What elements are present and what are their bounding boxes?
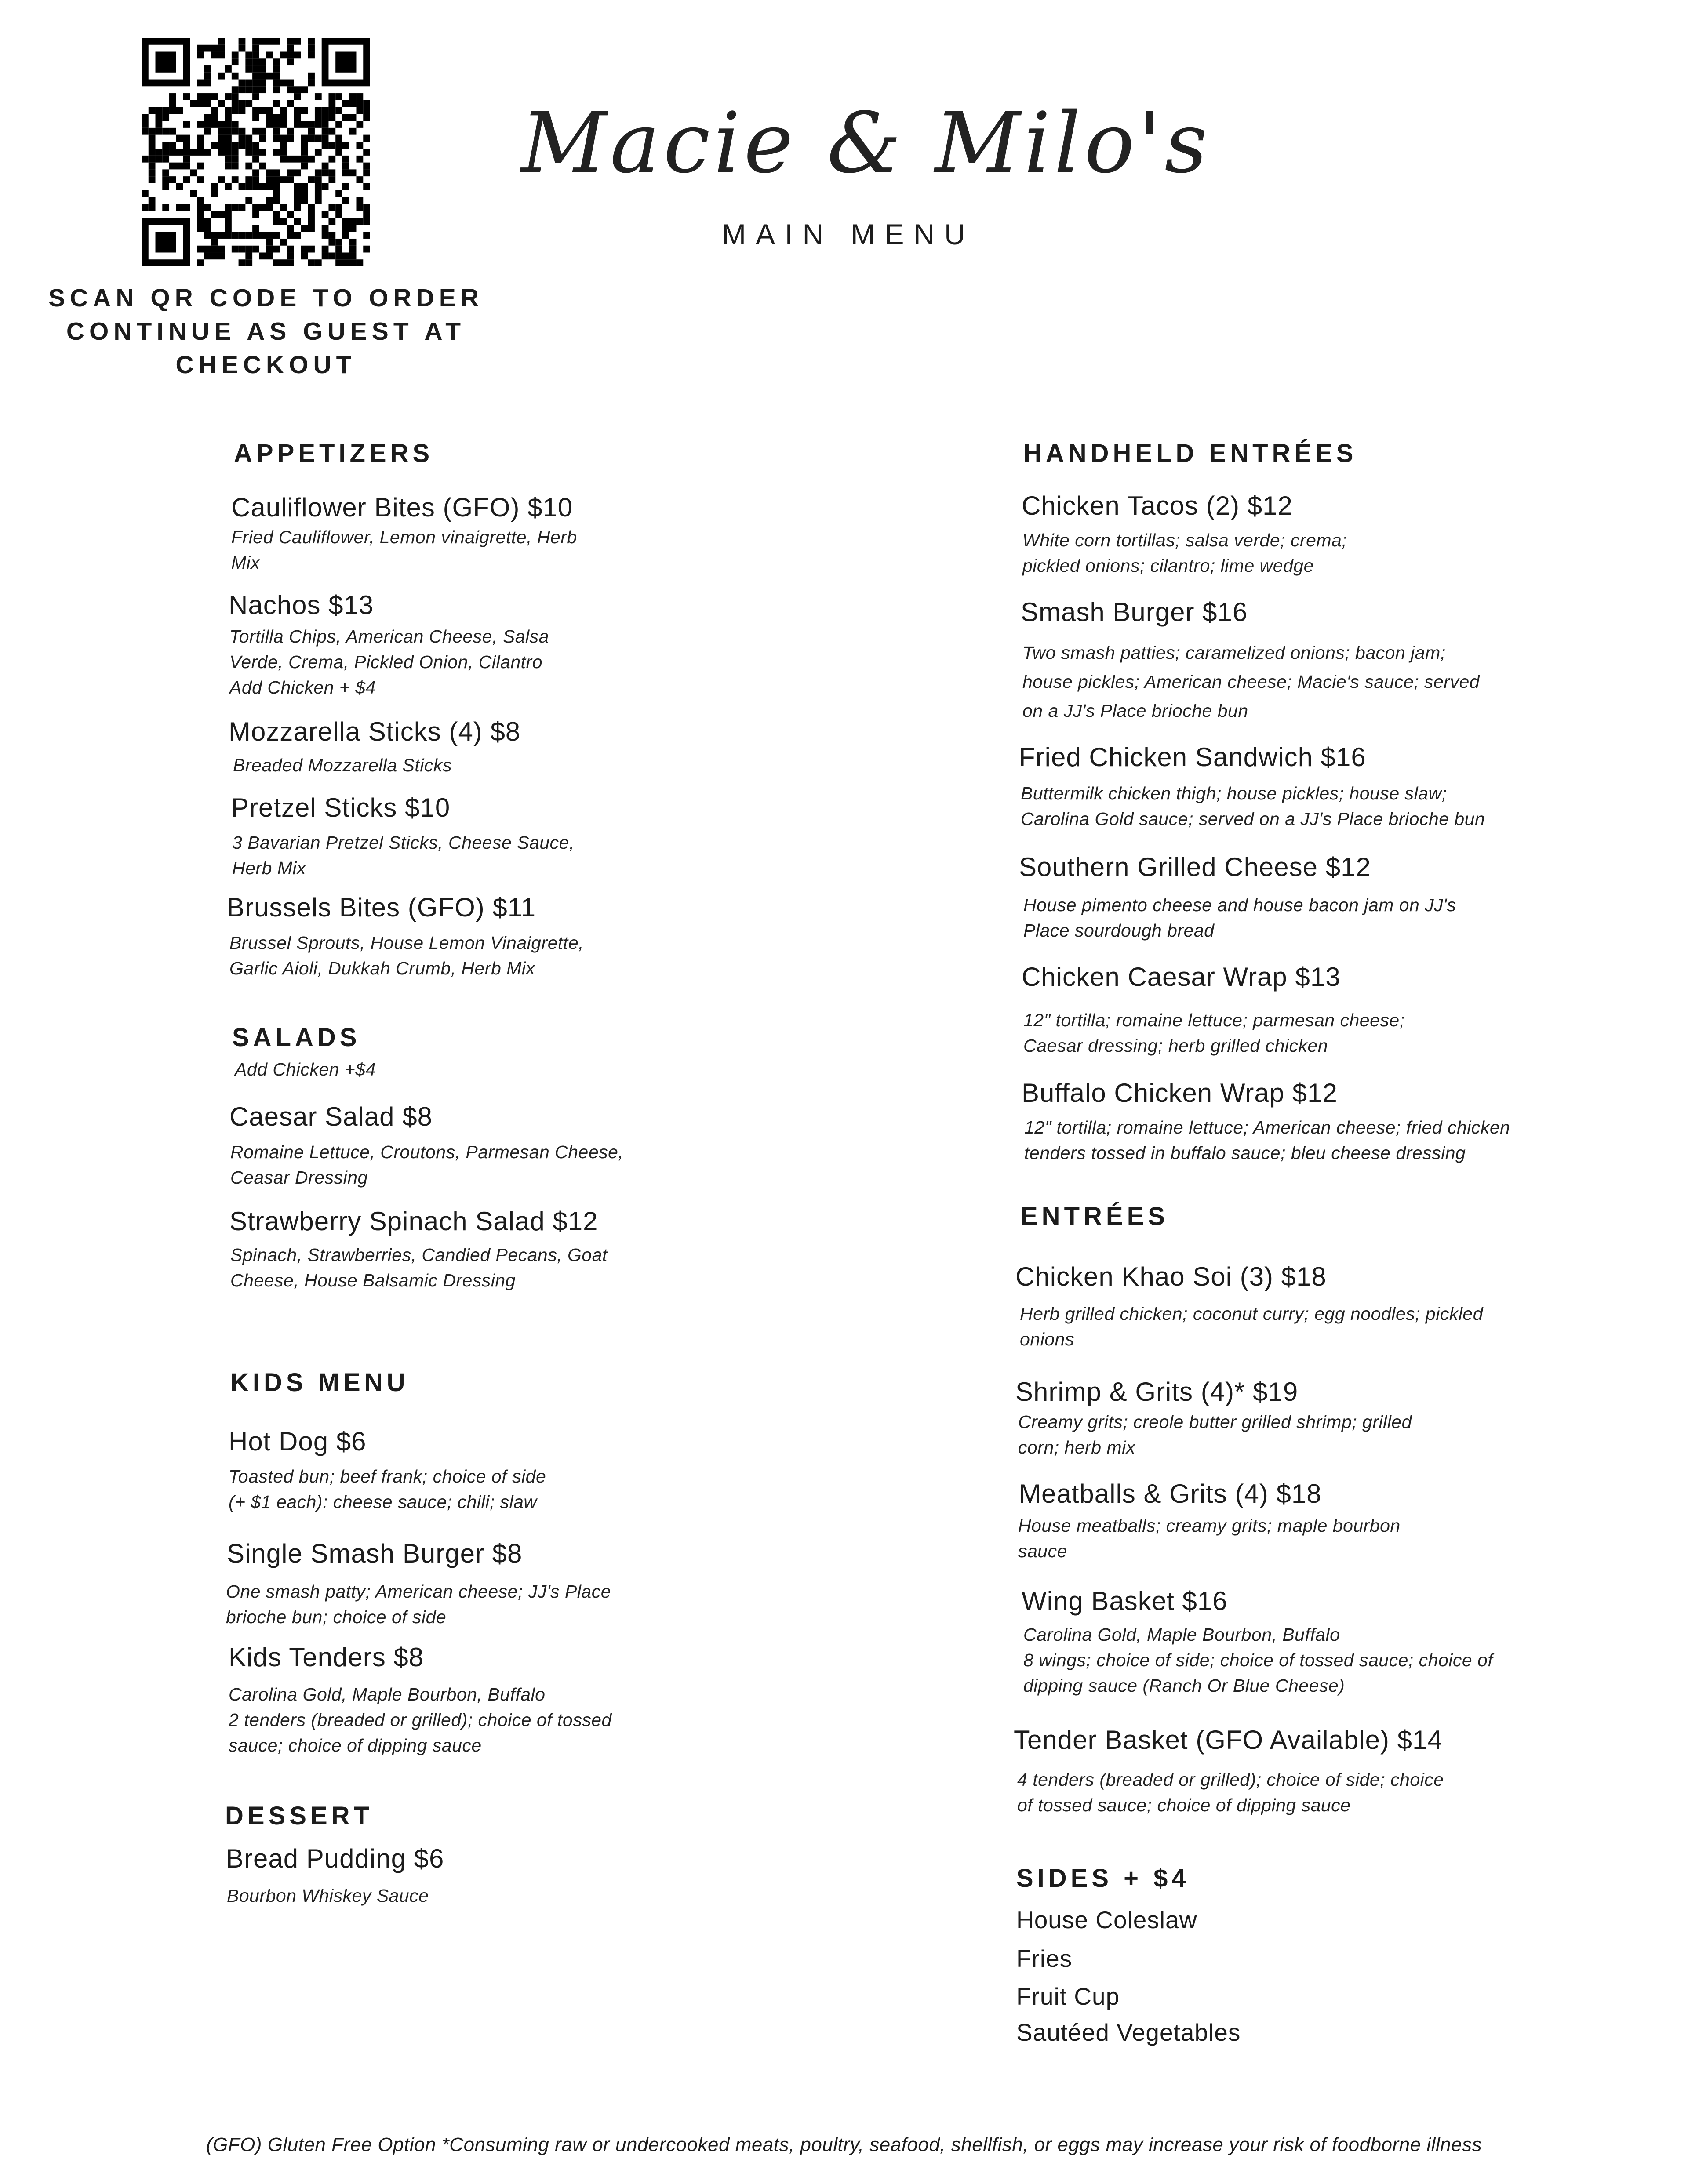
menu-item-name: Wing Basket $16 bbox=[1022, 1586, 1228, 1616]
side-item: Fruit Cup bbox=[1016, 1983, 1120, 2010]
section-title-handheld-entrees: HANDHELD ENTRÉES bbox=[1023, 439, 1357, 468]
menu-item-name: Buffalo Chicken Wrap $12 bbox=[1022, 1078, 1338, 1108]
menu-item-description: One smash patty; American cheese; JJ's Place brioche bun; choice of side bbox=[226, 1581, 611, 1627]
menu-item-name: Chicken Khao Soi (3) $18 bbox=[1015, 1262, 1327, 1291]
qr-caption-line: CHECKOUT bbox=[175, 351, 357, 379]
menu-item-name: Brussels Bites (GFO) $11 bbox=[227, 893, 536, 922]
menu-item-description: 12" tortilla; romaine lettuce; American cheese; fried chicken tenders tossed in buffalo sauce; bleu cheese dressing bbox=[1024, 1117, 1510, 1163]
menu-item-name: Cauliflower Bites (GFO) $10 bbox=[231, 493, 573, 522]
menu-item-description: White corn tortillas; salsa verde; crema; pickled onions; cilantro; lime wedge bbox=[1022, 530, 1347, 576]
section-title-sides: SIDES + $4 bbox=[1016, 1864, 1190, 1893]
menu-item-description: Two smash patties; caramelized onions; bacon jam; house pickles; American cheese; Macie's sauce; served on a JJ's Place brioche bun bbox=[1022, 643, 1480, 721]
menu-item-name: Fried Chicken Sandwich $16 bbox=[1019, 742, 1366, 772]
menu-item-description: Breaded Mozzarella Sticks bbox=[233, 755, 452, 775]
menu-item-description: Tortilla Chips, American Cheese, Salsa Verde, Crema, Pickled Onion, Cilantro Add Chicken + $4 bbox=[229, 626, 549, 698]
menu-item-name: Smash Burger $16 bbox=[1021, 597, 1248, 627]
menu-item-name: Shrimp & Grits (4)* $19 bbox=[1015, 1377, 1299, 1406]
menu-item-description: House meatballs; creamy grits; maple bourbon sauce bbox=[1018, 1515, 1401, 1561]
menu-item-description: Herb grilled chicken; coconut curry; egg noodles; pickled onions bbox=[1020, 1304, 1484, 1349]
menu-item-description: Bourbon Whiskey Sauce bbox=[227, 1886, 429, 1906]
menu-item-name: Kids Tenders $8 bbox=[229, 1643, 424, 1672]
section-note: Add Chicken +$4 bbox=[235, 1059, 376, 1079]
qr-caption-line: SCAN QR CODE TO ORDER bbox=[48, 284, 484, 312]
menu-item-description: Brussel Sprouts, House Lemon Vinaigrette, Garlic Aioli, Dukkah Crumb, Herb Mix bbox=[229, 933, 584, 978]
menu-item-name: Chicken Caesar Wrap $13 bbox=[1022, 962, 1341, 992]
menu-item-description: 3 Bavarian Pretzel Sticks, Cheese Sauce, Herb Mix bbox=[232, 832, 575, 878]
menu-item-description: Romaine Lettuce, Croutons, Parmesan Cheese, Ceasar Dressing bbox=[230, 1142, 624, 1188]
menu-item-description: 12" tortilla; romaine lettuce; parmesan cheese; Caesar dressing; herb grilled chicken bbox=[1023, 1010, 1405, 1056]
section-title-salads: SALADS bbox=[232, 1023, 361, 1052]
menu-item-name: Pretzel Sticks $10 bbox=[231, 793, 451, 822]
menu-item-name: Strawberry Spinach Salad $12 bbox=[229, 1206, 598, 1236]
qr-caption-line: CONTINUE AS GUEST AT bbox=[66, 317, 466, 345]
menu-item-name: Southern Grilled Cheese $12 bbox=[1019, 852, 1371, 882]
menu-item-description: Carolina Gold, Maple Bourbon, Buffalo 8 wings; choice of side; choice of tossed sauce; choice of dipping sauce (Ranch Or Blue Cheese) bbox=[1023, 1624, 1493, 1696]
side-item: House Coleslaw bbox=[1016, 1906, 1197, 1933]
qr-caption bbox=[26, 281, 506, 382]
section-title-entrees: ENTRÉES bbox=[1021, 1202, 1169, 1231]
menu-item-description: Buttermilk chicken thigh; house pickles; house slaw; Carolina Gold sauce; served on a JJ's Place brioche bun bbox=[1021, 783, 1485, 829]
section-title-dessert: DESSERT bbox=[225, 1802, 373, 1830]
menu-item-name: Mozzarella Sticks (4) $8 bbox=[229, 717, 521, 746]
menu-item-description: Carolina Gold, Maple Bourbon, Buffalo 2 tenders (breaded or grilled); choice of tossed sauce; choice of dipping sauce bbox=[229, 1684, 612, 1755]
menu-subtitle: MAIN MENU bbox=[722, 218, 975, 251]
menu-item-name: Caesar Salad $8 bbox=[229, 1102, 433, 1131]
menu-item-name: Tender Basket (GFO Available) $14 bbox=[1014, 1725, 1443, 1755]
side-item: Sautéed Vegetables bbox=[1016, 2019, 1241, 2046]
menu-item-name: Chicken Tacos (2) $12 bbox=[1022, 491, 1293, 520]
menu-item-description: Creamy grits; creole butter grilled shrimp; grilled corn; herb mix bbox=[1018, 1412, 1412, 1457]
menu-item-description: Toasted bun; beef frank; choice of side (+ $1 each): cheese sauce; chili; slaw bbox=[229, 1466, 546, 1512]
section-title-kids-menu: KIDS MENU bbox=[230, 1368, 409, 1397]
footer-disclaimer: (GFO) Gluten Free Option *Consuming raw or undercooked meats, poultry, seafood, shellfish, or eggs may increase your risk of foodborne illness bbox=[206, 2134, 1482, 2155]
menu-item-description: 4 tenders (breaded or grilled); choice of side; choice of tossed sauce; choice of dipping sauce bbox=[1017, 1770, 1444, 1815]
menu-item-name: Nachos $13 bbox=[229, 590, 374, 620]
menu-item-name: Hot Dog $6 bbox=[229, 1427, 367, 1456]
menu-item-description: Fried Cauliflower, Lemon vinaigrette, Herb Mix bbox=[231, 527, 577, 573]
qr-code-icon[interactable] bbox=[142, 38, 370, 266]
restaurant-name: Macie & Milo's bbox=[521, 94, 1211, 192]
menu-item-name: Bread Pudding $6 bbox=[226, 1844, 444, 1873]
side-item: Fries bbox=[1016, 1945, 1073, 1972]
menu-item-name: Single Smash Burger $8 bbox=[227, 1539, 523, 1568]
menu-item-name: Meatballs & Grits (4) $18 bbox=[1019, 1479, 1322, 1508]
section-title-appetizers: APPETIZERS bbox=[234, 439, 434, 468]
menu-item-description: House pimento cheese and house bacon jam on JJ's Place sourdough bread bbox=[1023, 895, 1456, 941]
menu-item-description: Spinach, Strawberries, Candied Pecans, Goat Cheese, House Balsamic Dressing bbox=[230, 1245, 608, 1290]
